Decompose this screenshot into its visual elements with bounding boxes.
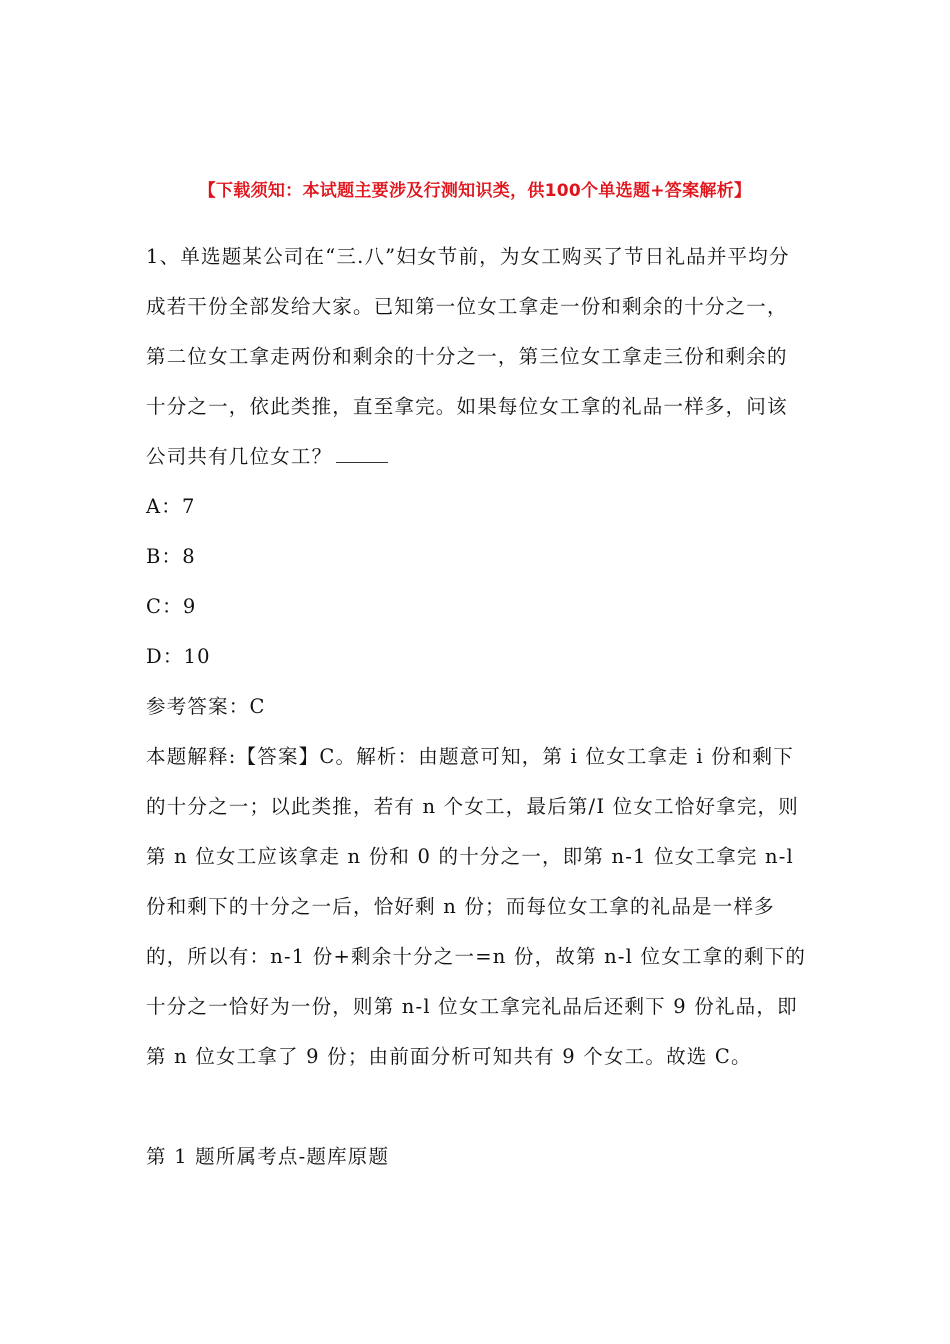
knowledge-point: 第 1 题所属考点-题库原题: [146, 1145, 390, 1168]
question-block: [146, 232, 808, 1182]
question-stem: 1、单选题某公司在“三.八”妇女节前，为女工购买了节日礼品并平均分成若干份全部发给大家。已知第一位女工拿走一份和剩余的十分之一，第二位女工拿走两份和剩余的十分之一，第三位女工拿走三份和剩余的十分之一，依此类推，直至拿完。如果每位女工拿的礼品一样多，问该公司共有几位女工？: [146, 245, 790, 468]
option-a: A：7: [146, 495, 196, 518]
download-notice: 【下载须知：本试题主要涉及行测知识类，供100个单选题+答案解析】: [198, 181, 752, 201]
spacer: [146, 1082, 808, 1132]
answer-blank: [336, 432, 388, 463]
question-text: [146, 232, 808, 482]
option-b: B：8: [146, 545, 196, 568]
option-c: C：9: [146, 595, 197, 618]
option-d: D：10: [146, 645, 211, 668]
explanation-text: 本题解释:【答案】C。解析：由题意可知，第 i 位女工拿走 i 份和剩下的十分之一；以此类推，若有 n 个女工，最后第/I 位女工恰好拿完，则第 n 位女工应该拿走 n 份和 0 的十分之一，即第 n-1 位女工拿完 n-l 份和剩下的十分之一后，恰好剩 n 份；而每位女工拿的礼品是一样多的，所以有：n-1 份+剩余十分之一=n 份，故第 n-l 位女工拿的剩下的十分之一恰好为一份，则第 n-l 位女工拿完礼品后还剩下 9 份礼品，即第 n 位女工拿了 9 份；由前面分析可知共有 9 个女工。故选 C。: [146, 745, 807, 1068]
reference-answer: 参考答案：C: [146, 695, 266, 718]
